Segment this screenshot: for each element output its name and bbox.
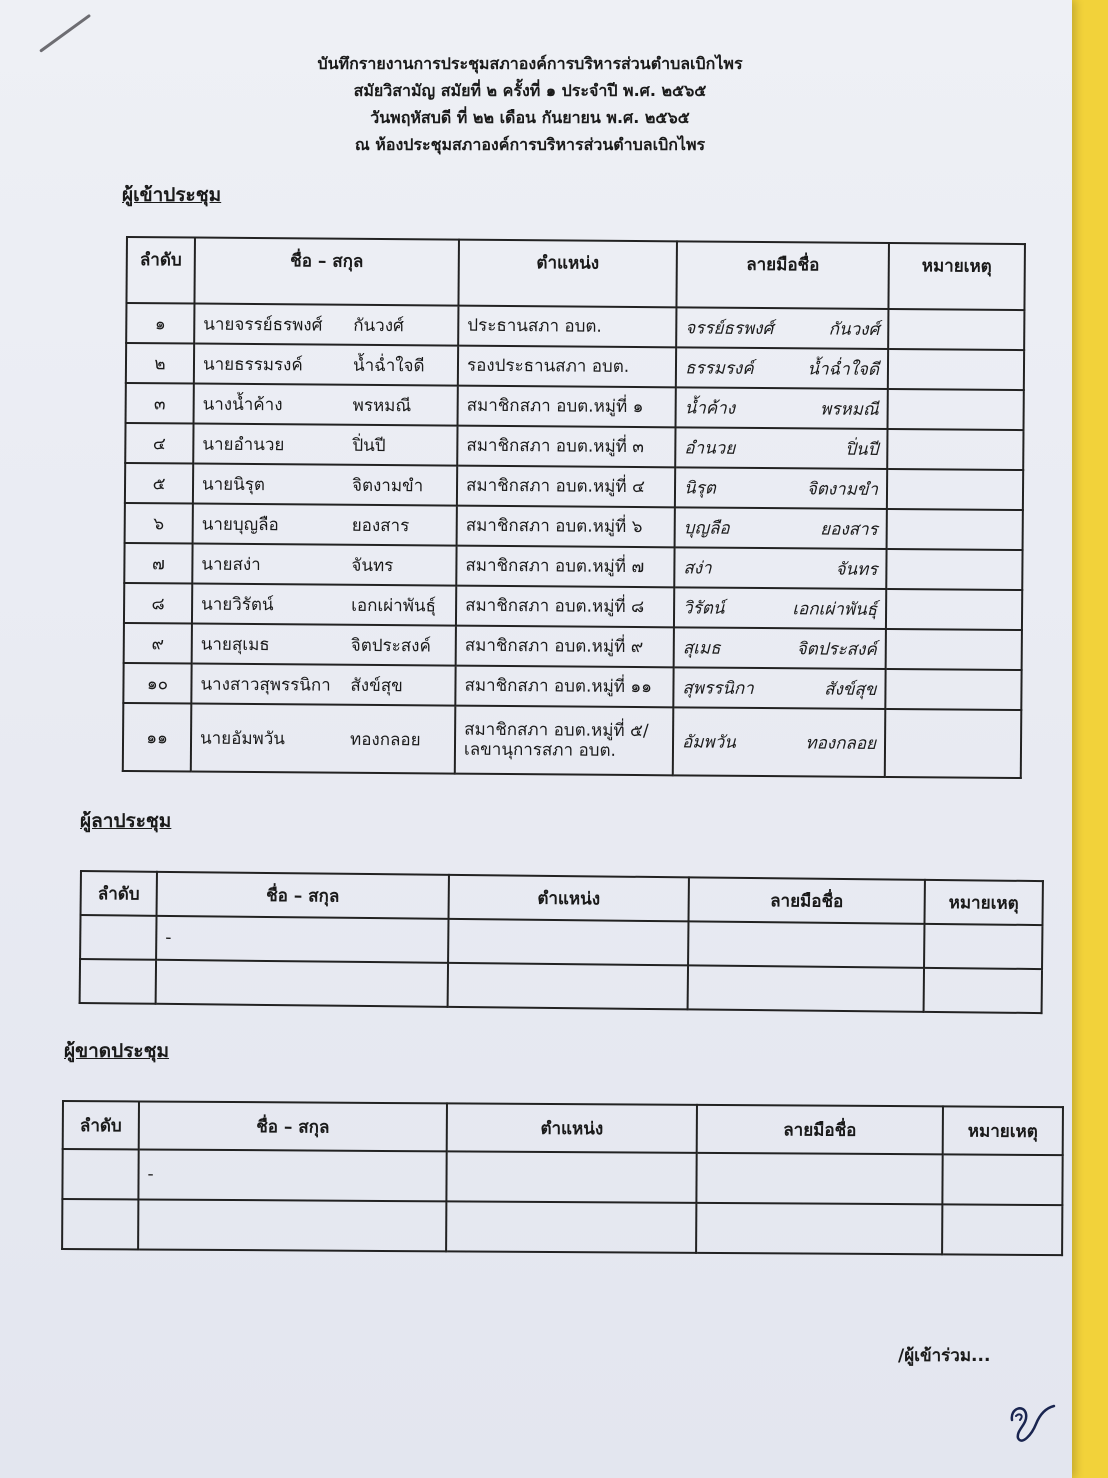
- row-name: [193, 424, 457, 466]
- name-split: [202, 430, 448, 459]
- first-name: นายสง่า: [201, 554, 261, 575]
- position-line-1: ประธานสภา อบต.: [467, 315, 602, 337]
- last-name: จันทร: [351, 555, 394, 576]
- last-name: จิตงามขำ: [351, 475, 424, 496]
- row-order: ๖: [125, 503, 193, 544]
- row-signature: [675, 467, 887, 509]
- col-position: ตำแหน่ง: [447, 1103, 697, 1153]
- table-row: [123, 703, 1022, 778]
- row-remark: [924, 968, 1042, 1013]
- position-line-1: สมาชิกสภา อบต.หมู่ที่ ๔: [465, 475, 645, 498]
- col-name: ชื่อ – สกุล: [194, 238, 459, 306]
- last-name: น้ำฉ่ำใจดี: [352, 355, 425, 376]
- row-order: ๘: [124, 583, 192, 624]
- row-name: [138, 1199, 446, 1251]
- signature-last: เอกเผ่าพันธุ์: [792, 598, 878, 620]
- row-position: [455, 666, 673, 708]
- signature-split: [685, 394, 879, 423]
- col-signature: ลายมือชื่อ: [697, 1105, 943, 1155]
- row-position: [446, 1151, 696, 1203]
- col-position: ตำแหน่ง: [449, 875, 689, 922]
- header-line-1: บันทึกรายงานการประชุมสภาองค์การบริหารส่วนตำบลเบิกไพร: [317, 54, 743, 73]
- absent-title: ผู้ขาดประชุม: [64, 1040, 170, 1062]
- row-remark: [888, 309, 1024, 350]
- first-name: นายจรรย์ธรพงศ์: [203, 314, 323, 336]
- row-signature: [673, 667, 885, 709]
- signature-first: อัมพวัน: [681, 731, 736, 753]
- signature-split: [683, 634, 877, 663]
- row-position: [448, 919, 688, 966]
- row-signature: [696, 1203, 942, 1255]
- row-name: -: [156, 916, 448, 963]
- signature-last: จันทร: [835, 559, 878, 580]
- name-split: [202, 470, 448, 499]
- col-name: ชื่อ – สกุล: [139, 1101, 447, 1151]
- row-name: [193, 504, 457, 546]
- first-name: นายธรรมรงค์: [202, 354, 303, 375]
- row-order: [80, 915, 156, 960]
- position-line-1: สมาชิกสภา อบต.หมู่ที่ ๙: [464, 635, 644, 658]
- col-name: ชื่อ – สกุล: [157, 872, 449, 919]
- row-signature: [676, 347, 888, 389]
- row-remark: [887, 509, 1023, 550]
- signature-first: สง่า: [683, 557, 712, 579]
- signature-last: น้ำฉ่ำใจดี: [807, 358, 880, 380]
- signature-last: พรหมณี: [820, 398, 879, 420]
- table-row: [125, 423, 1023, 470]
- position-line-1: สมาชิกสภา อบต.หมู่ที่ ๕/: [464, 719, 649, 742]
- continue-note: /ผู้เข้าร่วม...: [898, 1346, 991, 1366]
- col-order: ลำดับ: [63, 1101, 139, 1149]
- signature-first: นิรุต: [683, 477, 716, 499]
- table-row: [126, 343, 1024, 390]
- position-line-1: สมาชิกสภา อบต.หมู่ที่ ๘: [465, 595, 645, 618]
- position-line-1: สมาชิกสภา อบต.หมู่ที่ ๗: [465, 555, 645, 578]
- row-signature: [688, 965, 924, 1011]
- table-row: [80, 959, 1042, 1013]
- row-position: [446, 1201, 696, 1253]
- absent-header-row: [63, 1101, 1063, 1155]
- row-order: ๑๐: [123, 663, 191, 704]
- row-order: ๑: [126, 303, 194, 344]
- position-line-1: สมาชิกสภา อบต.หมู่ที่ ๑๑: [464, 675, 653, 698]
- name-split: [201, 550, 447, 579]
- row-order: [62, 1149, 138, 1199]
- row-signature: [674, 587, 886, 629]
- name-split: [200, 670, 446, 699]
- row-signature: [696, 1153, 942, 1205]
- last-name: ทองกลอย: [349, 729, 421, 750]
- col-order: ลำดับ: [81, 871, 157, 916]
- row-name: [194, 344, 458, 386]
- signature-last: จิตประสงค์: [796, 638, 877, 660]
- signature-first: จรรย์ธรพงศ์: [685, 317, 774, 339]
- row-remark: [885, 709, 1022, 778]
- col-signature: ลายมือชื่อ: [688, 877, 924, 923]
- signature-split: [685, 314, 879, 343]
- row-order: ๔: [125, 423, 193, 464]
- table-row: [125, 463, 1023, 510]
- row-signature: [674, 547, 886, 589]
- row-position: [448, 963, 688, 1010]
- row-name: [156, 960, 448, 1007]
- staple: [39, 14, 91, 53]
- position-line-2: เลขานุการสภา อบต.: [463, 739, 617, 761]
- row-name: -: [138, 1149, 446, 1201]
- row-name: [192, 624, 456, 666]
- name-split: [201, 630, 447, 659]
- header-line-2: สมัยวิสามัญ สมัยที่ ๒ ครั้งที่ ๑ ประจำปี พ.ศ. ๒๕๖๕: [353, 81, 707, 100]
- first-name: นางสาวสุพรรนิกา: [200, 674, 331, 696]
- document-header: [200, 50, 860, 158]
- signature-split: [684, 434, 878, 463]
- last-name: จิตประสงค์: [350, 635, 431, 656]
- attendees-title: ผู้เข้าประชุม: [122, 184, 222, 206]
- table-row: [124, 583, 1022, 630]
- col-remark: หมายเหตุ: [924, 880, 1042, 925]
- row-remark: [886, 589, 1022, 630]
- row-remark: [942, 1204, 1062, 1255]
- row-name: [191, 704, 456, 774]
- position-line-1: สมาชิกสภา อบต.หมู่ที่ ๓: [466, 435, 645, 458]
- row-position: [457, 426, 675, 468]
- row-position: [458, 386, 676, 428]
- signature-last: สังข์สุข: [824, 678, 877, 700]
- row-position: [457, 506, 675, 548]
- row-remark: [886, 549, 1022, 590]
- row-order: ๓: [126, 383, 194, 424]
- header-line-4: ณ ห้องประชุมสภาองค์การบริหารส่วนตำบลเบิกไพร: [354, 135, 706, 154]
- row-remark: [942, 1154, 1062, 1205]
- row-name: [192, 544, 456, 586]
- signature-split: [682, 674, 876, 703]
- row-order: ๒: [126, 343, 194, 384]
- row-position: [455, 706, 674, 776]
- col-position: ตำแหน่ง: [458, 240, 677, 308]
- last-name: พรหมณี: [352, 395, 412, 416]
- leave-title: ผู้ลาประชุม: [80, 810, 172, 832]
- first-name: นายวิรัตน์: [201, 594, 274, 615]
- row-signature: [673, 707, 886, 777]
- table-row: [124, 623, 1022, 670]
- signature-split: [685, 354, 879, 383]
- first-name: นายบุญลือ: [201, 514, 279, 535]
- col-order: ลำดับ: [126, 237, 195, 304]
- name-split: [202, 510, 448, 539]
- first-name: นายอัมพวัน: [199, 728, 286, 749]
- row-signature: [675, 427, 887, 469]
- signature-split: [683, 554, 877, 583]
- row-remark: [886, 629, 1022, 670]
- row-position: [456, 586, 674, 628]
- signature-first: สุเมธ: [682, 637, 721, 659]
- signature-last: ปิ่นปี: [845, 439, 879, 460]
- row-signature: [675, 507, 887, 549]
- row-position: [456, 626, 674, 668]
- row-name: [194, 384, 458, 426]
- row-order: ๙: [124, 623, 192, 664]
- signature-first: อำนวย: [684, 437, 736, 459]
- last-name: สังข์สุข: [350, 675, 403, 696]
- col-signature: ลายมือชื่อ: [676, 241, 889, 309]
- row-order: ๑๑: [123, 703, 192, 772]
- row-remark: [887, 469, 1023, 510]
- name-split: [200, 724, 446, 753]
- last-name: ปิ่นปี: [352, 435, 386, 456]
- row-name: [192, 584, 456, 626]
- table-row: [124, 543, 1022, 590]
- row-name: [193, 464, 457, 506]
- signature-split: [682, 728, 876, 757]
- name-split: [201, 590, 447, 619]
- leave-table: [79, 870, 1044, 1014]
- row-name: [194, 304, 458, 346]
- row-remark: [885, 669, 1021, 710]
- row-signature: [688, 921, 924, 967]
- signature-split: [683, 594, 877, 623]
- row-position: [456, 546, 674, 588]
- header-line-3: วันพฤหัสบดี ที่ ๒๒ เดือน กันยายน พ.ศ. ๒๕๖๕: [370, 108, 690, 127]
- col-remark: หมายเหตุ: [888, 243, 1025, 310]
- position-line-1: รองประธานสภา อบต.: [466, 355, 630, 377]
- last-name: กันวงศ์: [353, 315, 404, 336]
- absent-table: [61, 1100, 1064, 1256]
- position-line-1: สมาชิกสภา อบต.หมู่ที่ ๑: [466, 395, 644, 418]
- name-split: [203, 390, 449, 419]
- signature-first: สุพรรนิกา: [682, 677, 754, 699]
- table-row: [126, 383, 1024, 430]
- signature-first: ธรรมรงค์: [684, 357, 754, 379]
- first-name: นางน้ำค้าง: [202, 394, 283, 415]
- signature-first: วิรัตน์: [683, 597, 725, 619]
- row-signature: [674, 627, 886, 669]
- row-remark: [888, 349, 1024, 390]
- row-order: [62, 1199, 138, 1249]
- table-row: [62, 1149, 1062, 1205]
- table-row: [62, 1199, 1062, 1255]
- row-name: [191, 664, 455, 706]
- signature-last: ทองกลอย: [805, 732, 877, 754]
- signature-last: ยองสาร: [820, 518, 878, 540]
- signature-last: จิตงามขำ: [806, 478, 879, 500]
- row-signature: [676, 387, 888, 429]
- col-remark: หมายเหตุ: [943, 1106, 1063, 1155]
- table-row: [123, 663, 1021, 710]
- row-position: [458, 306, 676, 348]
- first-name: นายสุเมธ: [200, 634, 270, 655]
- signature-first: น้ำค้าง: [684, 397, 736, 419]
- row-position: [458, 346, 676, 388]
- last-name: ยองสาร: [351, 515, 410, 536]
- name-split: [203, 350, 449, 379]
- attendees-header-row: [126, 237, 1024, 310]
- signature-last: กันวงศ์: [828, 319, 880, 340]
- signature-split: [684, 474, 878, 503]
- signature-split: [684, 514, 878, 543]
- first-name: นายอำนวย: [202, 434, 285, 455]
- row-remark: [887, 429, 1023, 470]
- handwritten-initial: [1002, 1390, 1062, 1450]
- attendees-table: [122, 236, 1026, 779]
- row-signature: [676, 307, 888, 349]
- signature-first: บุญลือ: [683, 517, 730, 539]
- name-split: [203, 310, 449, 339]
- table-row: [125, 503, 1023, 550]
- row-order: [80, 959, 156, 1004]
- row-order: ๗: [124, 543, 192, 584]
- last-name: เอกเผ่าพันธุ์: [351, 595, 437, 616]
- row-remark: [888, 389, 1024, 430]
- first-name: นายนิรุต: [201, 474, 266, 495]
- position-line-1: สมาชิกสภา อบต.หมู่ที่ ๖: [465, 515, 643, 538]
- row-position: [457, 466, 675, 508]
- row-order: ๕: [125, 463, 193, 504]
- row-remark: [924, 924, 1042, 969]
- table-row: [126, 303, 1024, 350]
